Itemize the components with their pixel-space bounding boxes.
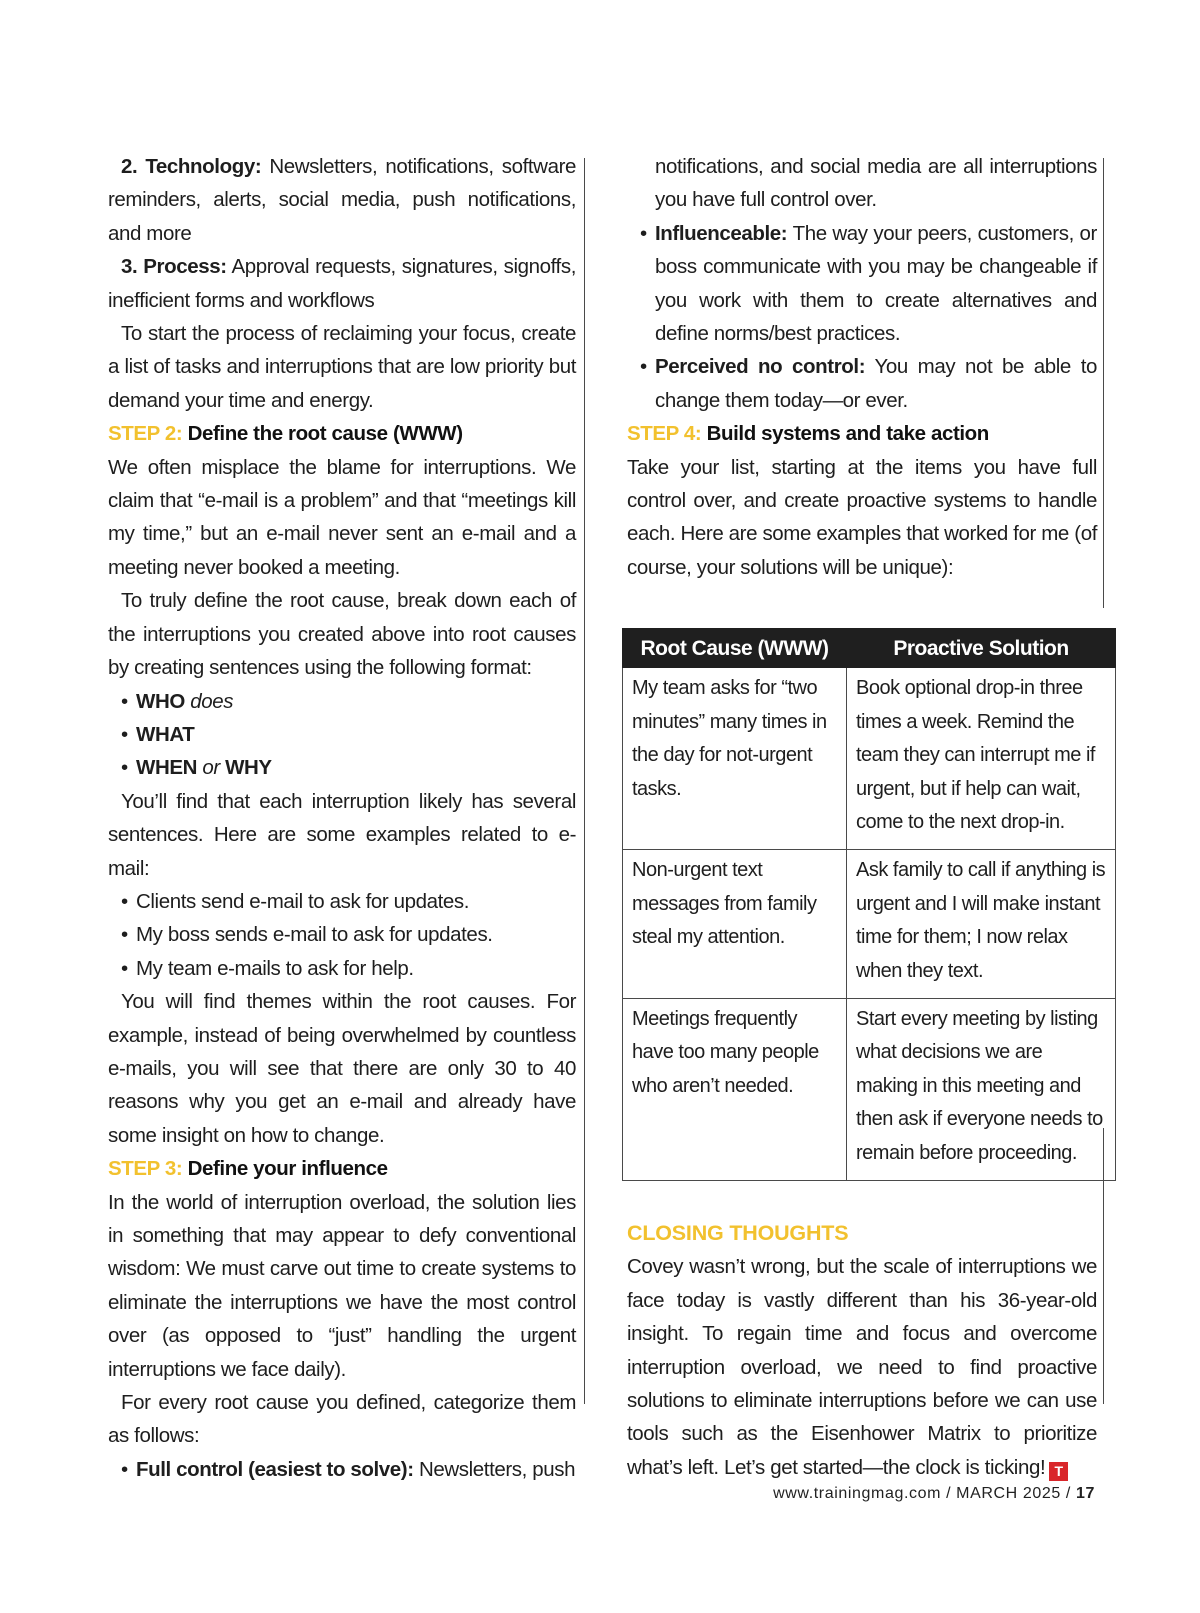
table-row	[623, 668, 1116, 850]
step-2-heading: STEP 2: Define the root cause (WWW)	[108, 422, 463, 446]
column-header-proactive-solution: Proactive Solution	[847, 629, 1116, 668]
column-divider-left	[584, 158, 585, 1404]
step-2-paragraph-1: We often misplace the blame for interruptions. We claim that “e-mail is a problem” and that “meetings kill my time,” but an e-mail never sent an e-mail and a meeting never booked a meeting.	[108, 455, 576, 579]
themes-paragraph: You will find themes within the root causes. For example, instead of being overwhelmed by countless e-mails, you will see that there are only 30 to 40 reasons why you get an e-mail and already have some insight on how to change.	[108, 990, 576, 1147]
start-paragraph: To start the process of reclaiming your focus, create a list of tasks and interruptions that are low priority but demand your time and energy.	[108, 322, 576, 412]
table-cell-root-cause: Non-urgent text messages from family steal my attention.	[623, 850, 847, 999]
step-3-heading: STEP 3: Define your influence	[108, 1157, 388, 1181]
technology-item: 2. Technology: Newsletters, notifications, software reminders, alerts, social media, push notifications, and more	[108, 155, 577, 245]
closing-paragraph: Covey wasn’t wrong, but the scale of interruptions we face today is vastly different than his 36-year-old insight. To regain time and focus and overcome interruption overload, we need to find proactive solutions to eliminate interruptions before we can use tools such as the Eisenhower Matrix to prioritize what’s left. Let’s get started—the clock is ticking! T	[627, 1255, 1097, 1479]
www-format-list	[108, 685, 576, 785]
page-footer	[760, 1485, 1095, 1503]
table-cell-solution: Ask family to call if anything is urgent and I will make instant time for them; I now relax when they text.	[847, 850, 1116, 999]
step-4-paragraph: Take your list, starting at the items you have full control over, and create proactive systems to handle each. Here are some examples that worked for me (of course, your solutions will be unique):	[627, 455, 1097, 579]
table-cell-root-cause: My team asks for “two minutes” many times in the day for not-urgent tasks.	[623, 668, 847, 850]
process-item: 3. Process: Approval requests, signatures, signoffs, inefficient forms and workflows	[108, 255, 576, 312]
table-cell-solution: Start every meeting by listing what decisions we are making in this meeting and then ask if everyone needs to remain before proceeding.	[847, 998, 1116, 1180]
several-sentences-paragraph: You’ll find that each interruption likely has several sentences. Here are some examples related to e-mail:	[108, 789, 576, 880]
step-3-paragraph-1: In the world of interruption overload, the solution lies in something that may appear to defy conventional wisdom: We must carve out time to create systems to eliminate the interruptions we have the most control over (as opposed to “just” handling the urgent interruptions we face daily).	[108, 1190, 576, 1381]
format-who: • WHO does	[108, 685, 576, 718]
table-header-row	[623, 629, 1116, 668]
format-when-why: • WHEN or WHY	[108, 751, 576, 784]
step-2-paragraph-2: To truly define the root cause, break down each of the interruptions you created above into root causes by creating sentences using the following format:	[108, 589, 576, 680]
table-cell-solution: Book optional drop-in three times a week. Remind the team they can interrupt me if urgent, but if help can wait, come to the next drop-in.	[847, 668, 1116, 850]
root-cause-table	[622, 628, 1116, 1181]
example-item: • My boss sends e-mail to ask for updates.	[108, 918, 576, 951]
right-column	[627, 150, 1106, 1484]
step-4-heading: STEP 4: Build systems and take action	[627, 422, 989, 446]
example-item: • Clients send e-mail to ask for updates.	[108, 885, 576, 918]
column-divider-right	[1103, 158, 1104, 608]
end-mark-icon: T	[1049, 1462, 1068, 1481]
closing-thoughts-heading: CLOSING THOUGHTS	[627, 1220, 849, 1245]
perceived-no-control-item: • Perceived no control: You may not be able to change them today—or ever.	[627, 350, 1097, 417]
table-cell-root-cause: Meetings frequently have too many people who aren’t needed.	[623, 998, 847, 1180]
left-column	[108, 150, 576, 1486]
full-control-item: • Full control (easiest to solve): Newsletters, push	[108, 1453, 576, 1486]
page-number: 17	[1076, 1485, 1095, 1502]
column-header-root-cause: Root Cause (WWW)	[623, 629, 847, 668]
influenceable-item: • Influenceable: The way your peers, customers, or boss communicate with you may be changeable if you work with them to create alternatives and define norms/best practices.	[627, 217, 1097, 351]
step-3-paragraph-2: For every root cause you defined, categorize them as follows:	[108, 1391, 576, 1448]
full-control-continued: notifications, and social media are all interruptions you have full control over.	[655, 155, 1097, 212]
footer-site-date: www.trainingmag.com / MARCH 2025 /	[773, 1485, 1076, 1502]
table-row	[623, 998, 1116, 1180]
table-row	[623, 850, 1116, 999]
control-list-start	[108, 1453, 576, 1486]
control-list-continued	[627, 217, 1097, 417]
example-item: • My team e-mails to ask for help.	[108, 952, 576, 985]
email-examples-list	[108, 885, 576, 985]
format-what: • WHAT	[108, 718, 576, 751]
